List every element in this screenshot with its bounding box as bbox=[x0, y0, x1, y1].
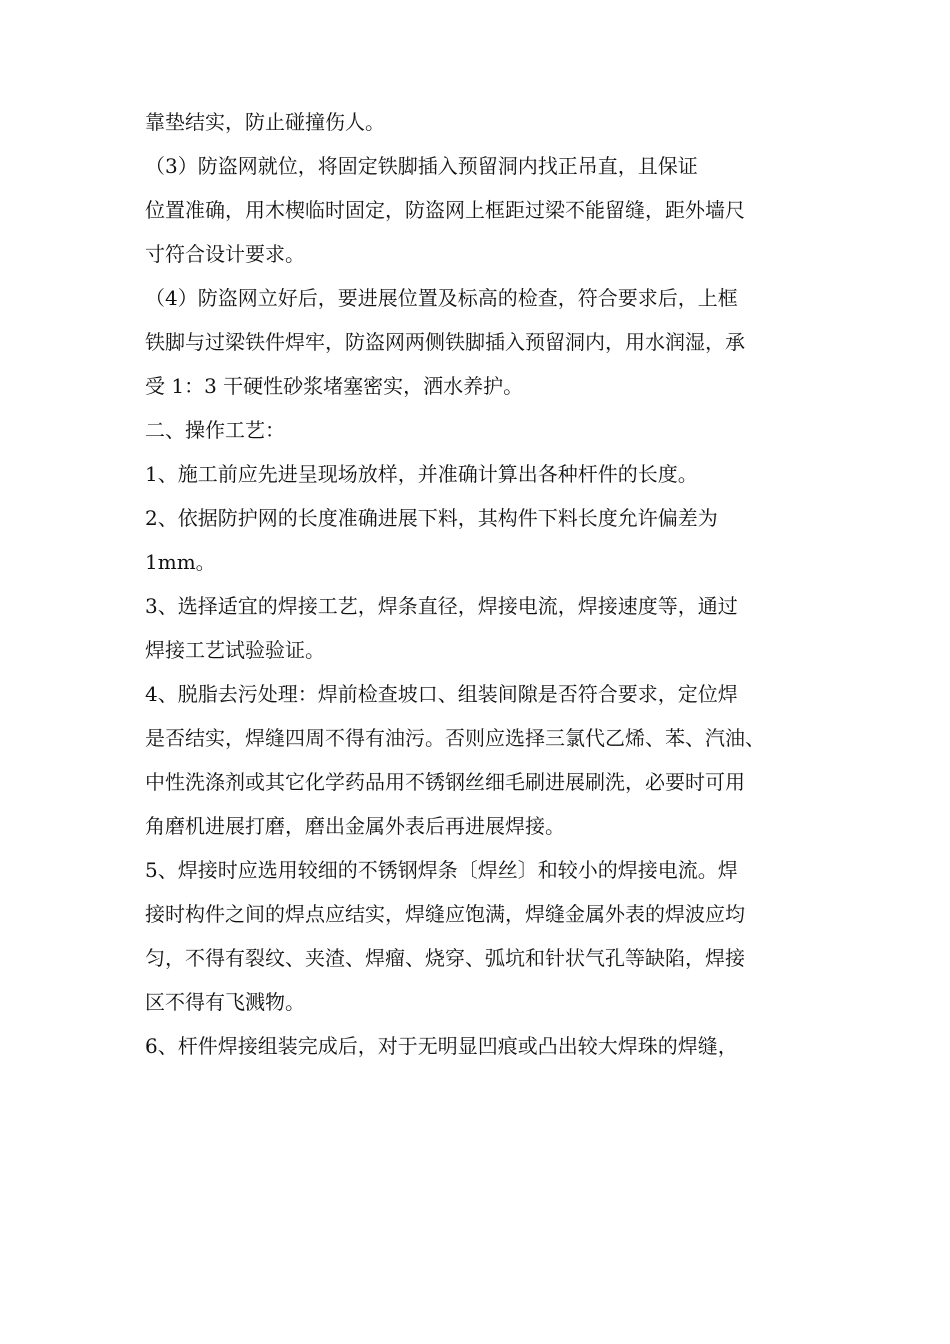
text-line: 6、杆件焊接组装完成后，对于无明显凹痕或凸出较大焊珠的焊缝， bbox=[145, 1034, 738, 1058]
text-line: 5、焊接时应选用较细的不锈钢焊条〔焊丝〕和较小的焊接电流。焊 bbox=[145, 858, 738, 882]
text-line: 1、施工前应先进呈现场放样，并准确计算出各种杆件的长度。 bbox=[145, 462, 698, 486]
text-line: 受 1：3 干硬性砂浆堵塞密实，洒水养护。 bbox=[145, 374, 524, 398]
text-line: 焊接工艺试验验证。 bbox=[145, 638, 325, 662]
text-line: 3、选择适宜的焊接工艺，焊条直径，焊接电流，焊接速度等，通过 bbox=[145, 594, 738, 618]
text-line: 1mm。 bbox=[145, 550, 216, 574]
text-line: 是否结实，焊缝四周不得有油污。否则应选择三氯代乙烯、苯、汽油、 bbox=[145, 726, 765, 750]
text-line: 区不得有飞溅物。 bbox=[145, 990, 305, 1014]
text-line: 4、脱脂去污处理：焊前检查坡口、组装间隙是否符合要求，定位焊 bbox=[145, 682, 738, 706]
text-line: 寸符合设计要求。 bbox=[145, 242, 305, 266]
text-line: 匀，不得有裂纹、夹渣、焊瘤、烧穿、弧坑和针状气孔等缺陷，焊接 bbox=[145, 946, 745, 970]
text-line: 位置准确，用木楔临时固定，防盗网上框距过梁不能留缝，距外墙尺 bbox=[145, 198, 745, 222]
text-line: 中性洗涤剂或其它化学药品用不锈钢丝细毛刷进展刷洗，必要时可用 bbox=[145, 770, 745, 794]
text-line: （3）防盗网就位，将固定铁脚插入预留洞内找正吊直，且保证 bbox=[145, 154, 698, 178]
text-line: 靠垫结实，防止碰撞伤人。 bbox=[145, 110, 385, 134]
text-line: 铁脚与过梁铁件焊牢，防盗网两侧铁脚插入预留洞内，用水润湿，承 bbox=[145, 330, 745, 354]
body-text bbox=[145, 100, 825, 1068]
text-line: （4）防盗网立好后，要进展位置及标高的检查，符合要求后，上框 bbox=[145, 286, 738, 310]
text-line: 接时构件之间的焊点应结实，焊缝应饱满，焊缝金属外表的焊波应均 bbox=[145, 902, 745, 926]
text-line: 2、依据防护网的长度准确进展下料，其构件下料长度允许偏差为 bbox=[145, 506, 718, 530]
section-heading: 二、操作工艺： bbox=[145, 418, 285, 442]
text-line: 角磨机进展打磨，磨出金属外表后再进展焊接。 bbox=[145, 814, 565, 838]
